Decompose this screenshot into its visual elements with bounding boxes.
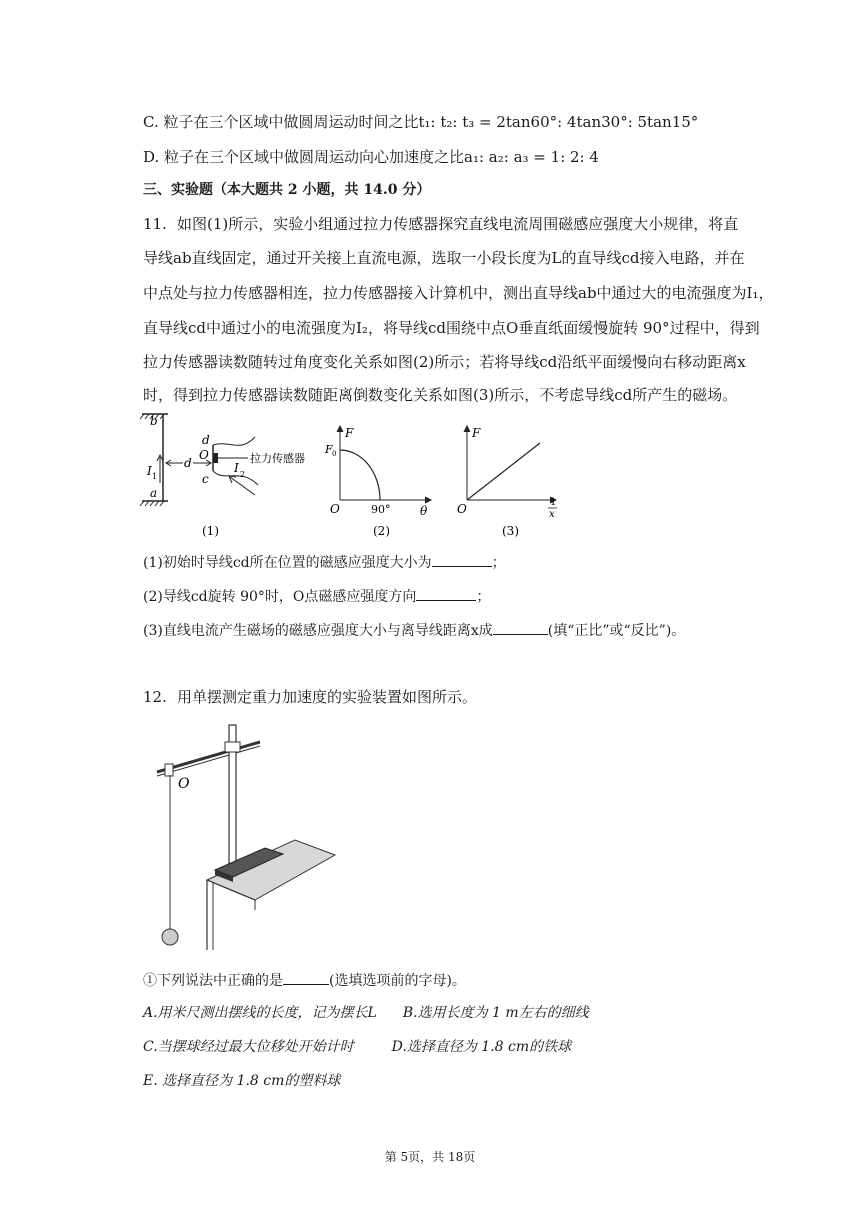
q11-part-3-text: (3)直线电流产生磁场的磁感应强度大小与离导线距离x成 xyxy=(143,623,493,639)
answer-blank-2[interactable] xyxy=(416,586,476,601)
answer-blank-q12[interactable] xyxy=(283,970,329,985)
answer-blank-1[interactable] xyxy=(432,552,492,567)
label-a: a xyxy=(150,486,158,500)
label-x-num: 1 xyxy=(550,497,557,508)
q11-number: 11. xyxy=(143,215,167,233)
label-O-fig1: O xyxy=(199,448,209,462)
label-I1: I xyxy=(147,464,152,478)
label-F0-sub: 0 xyxy=(332,450,337,458)
q12-sub1-text: ①下列说法中正确的是 xyxy=(143,973,283,989)
pendulum-figure xyxy=(145,720,345,955)
q11-part-3-post: (填“正比”或“反比”)。 xyxy=(547,623,686,639)
caption-fig2: (2) xyxy=(373,524,390,538)
caption-fig3: (3) xyxy=(502,524,519,538)
q11-part-2-text: (2)导线cd旋转 90°时，O点磁感应强度方向 xyxy=(143,589,417,605)
figure-2 xyxy=(324,426,431,538)
q11-stem-6: 时，得到拉力传感器读数随距离倒数变化关系如图(3)所示，不考虑导线cd所产生的磁场。 xyxy=(143,386,738,404)
option-e-q12: E. 选择直径为 1.8 cm的塑料球 xyxy=(143,1073,341,1089)
label-I1-sub: 1 xyxy=(152,472,158,481)
label-b: b xyxy=(150,414,158,428)
label-O-pendulum: O xyxy=(178,776,190,792)
q11-line-1 xyxy=(143,214,738,234)
q12-number: 12. xyxy=(143,688,167,706)
q11-part-3 xyxy=(143,620,685,641)
option-b: B.选用长度为 1 m左右的细线 xyxy=(402,1005,589,1021)
q11-stem-3: 中点处与拉力传感器相连，拉力传感器接入计算机中，测出直导线ab中通过大的电流强度为I₁， xyxy=(143,284,774,302)
option-a: A.用米尺测出摆线的长度，记为摆长L xyxy=(143,1005,377,1021)
label-x-den: x xyxy=(549,509,555,520)
q11-part-2 xyxy=(143,586,490,607)
label-sensor: 拉力传感器 xyxy=(250,452,305,465)
q12-sub1-post: (选填选项前的字母)。 xyxy=(329,973,466,989)
q11-stem-5: 拉力传感器读数随转过角度变化关系如图(2)所示；若将导线cd沿纸平面缓慢向右移动距离x xyxy=(143,353,746,371)
q11-part-1-text: (1)初始时导线cd所在位置的磁感应强度大小为 xyxy=(143,555,432,571)
option-c: C. 粒子在三个区域中做圆周运动时间之比t₁: t₂: t₃ = 2tan60°: 4tan30°: 5tan15° xyxy=(143,113,699,131)
label-F0: F xyxy=(325,443,333,456)
label-theta: θ xyxy=(420,504,428,518)
label-d-gap: d xyxy=(184,456,192,470)
figure-1 xyxy=(140,414,305,538)
label-90: 90° xyxy=(371,503,391,516)
label-O-fig3: O xyxy=(457,502,467,516)
label-O-fig2: O xyxy=(330,502,340,516)
q12-line xyxy=(143,687,477,707)
label-F-fig3: F xyxy=(472,426,481,440)
q11-part-2-post: ； xyxy=(476,589,491,605)
q12-sub1 xyxy=(143,970,466,991)
q12-options-row-3 xyxy=(143,1071,340,1091)
page-footer: 第 5页，共 18页 xyxy=(384,1150,476,1164)
q11-part-1-post: ； xyxy=(491,555,506,571)
q12-stem: 用单摆测定重力加速度的实验装置如图所示。 xyxy=(177,688,478,706)
q11-stem-4: 直导线cd中通过小的电流强度为I₂，将导线cd围绕中点O垂直纸面缓慢旋转 90°过程中，得到 xyxy=(143,319,760,337)
option-d: D. 粒子在三个区域中做圆周运动向心加速度之比a₁: a₂: a₃ = 1: 2: 4 xyxy=(143,148,599,166)
caption-fig1: (1) xyxy=(202,524,219,538)
label-c: c xyxy=(202,472,209,486)
label-I2-sub: 2 xyxy=(240,470,246,479)
option-d-q12: D.选择直径为 1.8 cm的铁球 xyxy=(391,1039,572,1055)
section-heading: 三、实验题（本大题共 2 小题，共 14.0 分） xyxy=(143,182,431,198)
q11-part-1 xyxy=(143,552,506,573)
label-F-fig2: F xyxy=(345,426,354,440)
q12-options-row-2 xyxy=(143,1037,571,1057)
q12-options-row-1 xyxy=(143,1003,589,1023)
label-I2: I xyxy=(234,461,239,475)
q11-stem-2: 导线ab直线固定，通过开关接上直流电源，选取一小段长度为L的直导线cd接入电路，并在 xyxy=(143,249,745,267)
answer-blank-3[interactable] xyxy=(493,620,548,635)
option-c-q12: C.当摆球经过最大位移处开始计时 xyxy=(143,1039,354,1055)
figure-3 xyxy=(457,426,557,538)
q11-stem-1: 如图(1)所示，实验小组通过拉力传感器探究直线电流周围磁感应强度大小规律，将直 xyxy=(177,215,739,233)
q11-figures xyxy=(130,405,580,545)
label-d: d xyxy=(202,433,210,447)
